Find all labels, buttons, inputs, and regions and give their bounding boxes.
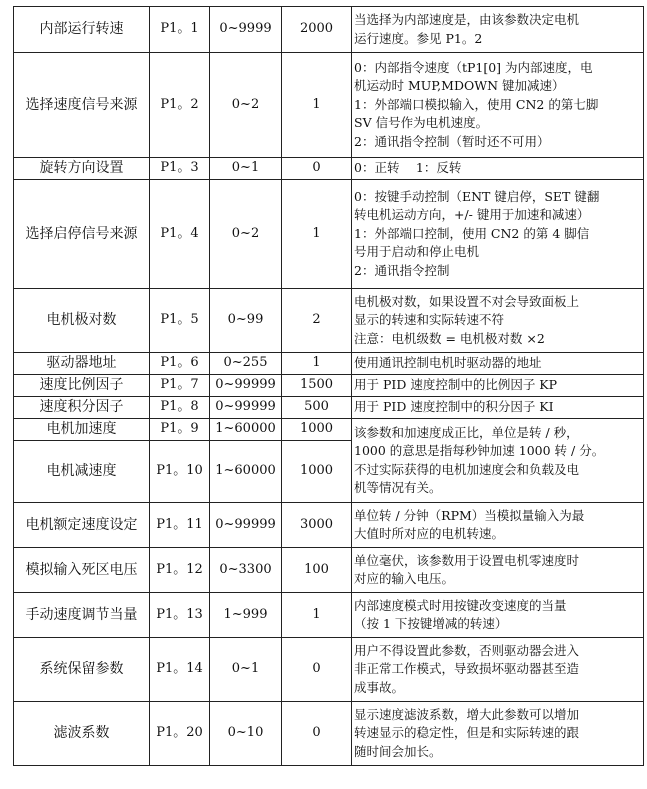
description-line: 非正常工作模式，导致损坏驱动器甚至造 [354, 661, 580, 677]
param-range: 0~99999 [210, 503, 282, 548]
param-default: 100 [282, 548, 352, 593]
description-line: 用于 PID 速度控制中的积分因子 KI [354, 399, 554, 415]
table-row [14, 158, 644, 180]
description-line: 转速显示的稳定性，但是和实际转速的跟 [354, 725, 580, 741]
description-line: 不过实际获得的电机加速度会和负载及电 [354, 461, 580, 477]
description-line: 运行速度。参见 P1。2 [354, 30, 483, 46]
param-default: 3000 [282, 503, 352, 548]
description-line: 2：通讯指令控制（暂时还不可用） [354, 133, 550, 149]
param-description [352, 419, 644, 503]
param-description [352, 548, 644, 593]
param-code: P1。7 [150, 375, 210, 397]
param-default: 0 [282, 158, 352, 180]
description-line: 号用于启动和停止电机 [354, 244, 480, 260]
description-line: 使用通讯控制电机时驱动器的地址 [354, 355, 542, 371]
param-range: 0~1 [210, 158, 282, 180]
table-row [14, 638, 644, 702]
param-default: 1 [282, 593, 352, 638]
param-description [352, 638, 644, 702]
description-line: 单位转 / 分钟（RPM）当模拟量输入为最 [354, 507, 585, 523]
param-default: 1 [282, 53, 352, 158]
param-name: 电机极对数 [14, 289, 150, 353]
param-description [352, 158, 644, 180]
param-code: P1。13 [150, 593, 210, 638]
param-code: P1。1 [150, 7, 210, 53]
description-line: 内部速度模式时用按键改变速度的当量 [354, 597, 567, 613]
param-name: 驱动器地址 [14, 353, 150, 375]
param-name: 系统保留参数 [14, 638, 150, 702]
description-line: 显示速度滤波系数，增大此参数可以增加 [354, 706, 580, 722]
param-name: 选择启停信号来源 [14, 180, 150, 289]
param-code: P1。8 [150, 397, 210, 419]
description-line: 显示的转速和实际转速不符 [354, 312, 505, 328]
param-code: P1。20 [150, 702, 210, 766]
description-line: 对应的输入电压。 [354, 571, 455, 586]
param-description [352, 375, 644, 397]
param-range: 1~60000 [210, 441, 282, 503]
param-name: 速度比例因子 [14, 375, 150, 397]
param-description [352, 503, 644, 548]
description-line: 大值时所对应的电机转速。 [354, 526, 505, 541]
param-default: 0 [282, 702, 352, 766]
param-code: P1。14 [150, 638, 210, 702]
table-row [14, 702, 644, 766]
param-default: 1 [282, 180, 352, 289]
param-code: P1。5 [150, 289, 210, 353]
table-row [14, 7, 644, 53]
param-code: P1。2 [150, 53, 210, 158]
param-name: 选择速度信号来源 [14, 53, 150, 158]
param-code: P1。10 [150, 441, 210, 503]
param-code: P1。6 [150, 353, 210, 375]
param-default: 2000 [282, 7, 352, 53]
description-line: 该参数和加速度成正比，单位是转 / 秒， [354, 424, 579, 440]
description-line: 机等情况有关。 [354, 480, 442, 495]
param-range: 0~255 [210, 353, 282, 375]
param-name: 模拟输入死区电压 [14, 548, 150, 593]
table-row [14, 397, 644, 419]
description-line: 1000 的意思是指每秒钟加速 1000 转 / 分。 [354, 443, 605, 458]
description-line: 成事故。 [354, 679, 405, 695]
param-description [352, 397, 644, 419]
param-name: 内部运行转速 [14, 7, 150, 53]
param-range: 1~999 [210, 593, 282, 638]
description-line: 转电机运动方向，+/- 键用于加速和减速） [354, 207, 590, 223]
param-name: 电机额定速度设定 [14, 503, 150, 548]
param-range: 0~2 [210, 53, 282, 158]
param-range: 0~9999 [210, 7, 282, 53]
description-line: 注意：电机级数 = 电机极对数 ×2 [354, 330, 545, 346]
param-range: 0~99 [210, 289, 282, 353]
description-line: 随时间会加长。 [354, 743, 442, 759]
param-default: 1 [282, 353, 352, 375]
param-description [352, 702, 644, 766]
table-row [14, 53, 644, 158]
parameter-table [13, 6, 644, 766]
description-line: 2：通讯指令控制 [354, 262, 450, 278]
description-line: 1：外部端口控制，使用 CN2 的第 4 脚信 [354, 225, 590, 241]
table-row [14, 375, 644, 397]
description-line: 用于 PID 速度控制中的比例因子 KP [354, 377, 558, 393]
table-row [14, 180, 644, 289]
param-name: 电机减速度 [14, 441, 150, 503]
param-default: 2 [282, 289, 352, 353]
table-row [14, 419, 644, 441]
param-default: 1500 [282, 375, 352, 397]
description-line: SV 信号作为电机速度。 [354, 115, 489, 131]
param-range: 0~99999 [210, 375, 282, 397]
param-code: P1。4 [150, 180, 210, 289]
param-code: P1。11 [150, 503, 210, 548]
description-line: 0：按键手动控制（ENT 键启停，SET 键翻 [354, 188, 600, 204]
table-row [14, 593, 644, 638]
param-default: 500 [282, 397, 352, 419]
param-description [352, 7, 644, 53]
param-range: 0~10 [210, 702, 282, 766]
param-default: 0 [282, 638, 352, 702]
param-description [352, 53, 644, 158]
table-row [14, 503, 644, 548]
param-code: P1。12 [150, 548, 210, 593]
param-range: 0~3300 [210, 548, 282, 593]
description-line: 1：外部端口模拟输入，使用 CN2 的第七脚 [354, 96, 599, 112]
param-description [352, 180, 644, 289]
param-range: 1~60000 [210, 419, 282, 441]
param-default: 1000 [282, 441, 352, 503]
param-range: 0~1 [210, 638, 282, 702]
description-line: 0：正转 1：反转 [354, 160, 462, 176]
param-description [352, 353, 644, 375]
description-line: 当选择为内部速度是，由该参数决定电机 [354, 12, 580, 27]
table-row [14, 548, 644, 593]
param-range: 0~99999 [210, 397, 282, 419]
description-line: 机运动时 MUP,MDOWN 键加减速） [354, 78, 565, 94]
param-code: P1。3 [150, 158, 210, 180]
param-range: 0~2 [210, 180, 282, 289]
param-name: 电机加速度 [14, 419, 150, 441]
param-name: 速度积分因子 [14, 397, 150, 419]
param-name: 滤波系数 [14, 702, 150, 766]
param-default: 1000 [282, 419, 352, 441]
description-line: （按 1 下按键增减的转速） [354, 616, 508, 631]
param-code: P1。9 [150, 419, 210, 441]
description-line: 电机极对数，如果设置不对会导致面板上 [354, 293, 580, 309]
param-name: 旋转方向设置 [14, 158, 150, 180]
description-line: 单位毫伏，该参数用于设置电机零速度时 [354, 552, 580, 568]
description-line: 用户不得设置此参数，否则驱动器会进入 [354, 642, 580, 658]
param-name: 手动速度调节当量 [14, 593, 150, 638]
param-description [352, 289, 644, 353]
table-row [14, 353, 644, 375]
param-description [352, 593, 644, 638]
table-row [14, 289, 644, 353]
description-line: 0：内部指令速度（tP1[0] 为内部速度，电 [354, 59, 593, 75]
